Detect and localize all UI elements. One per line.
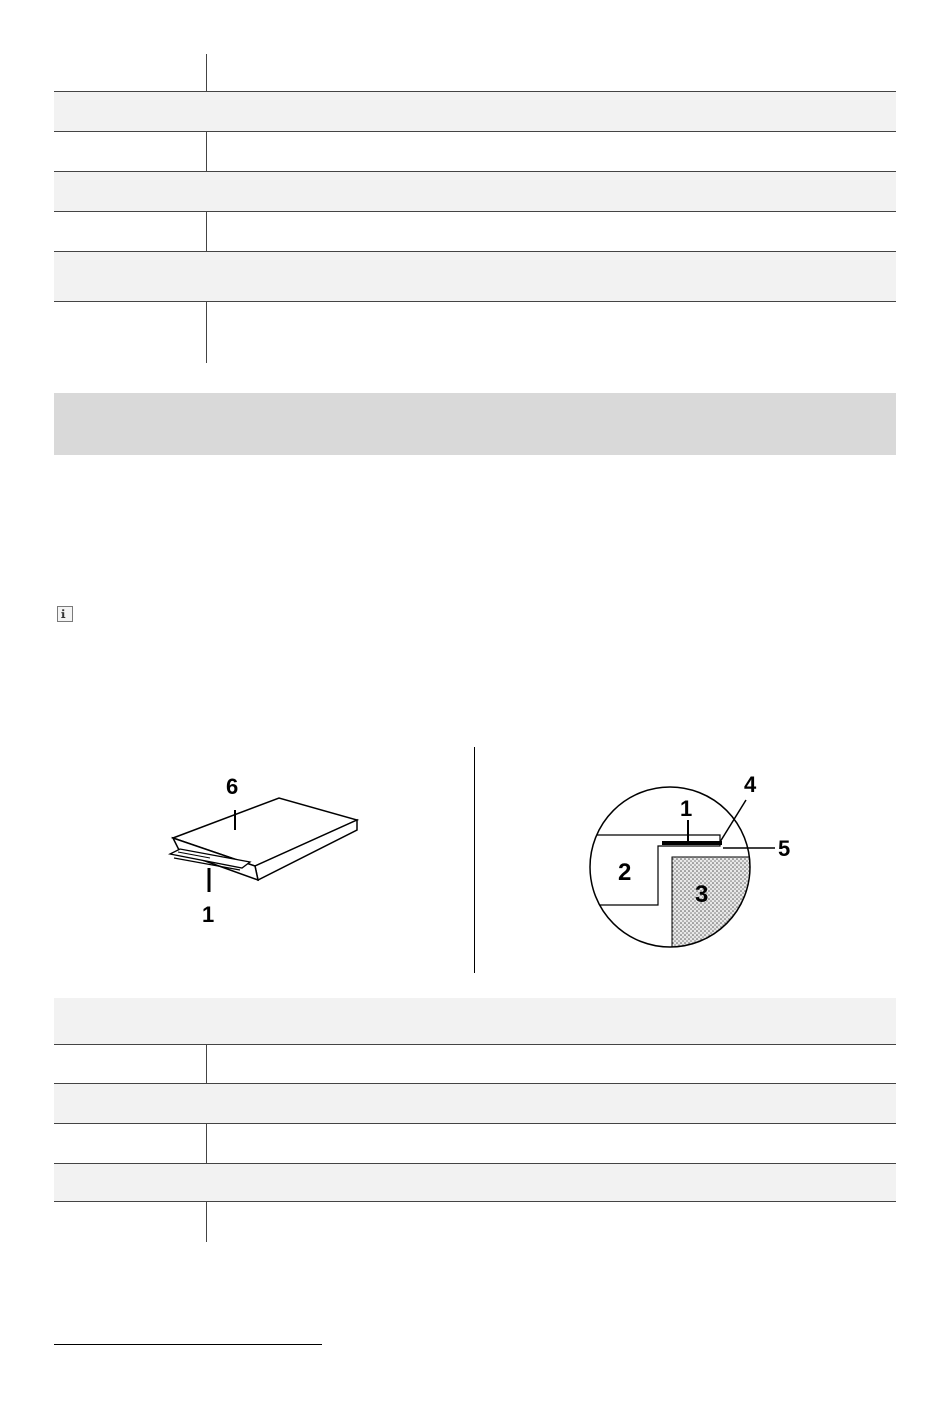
table-cell — [208, 998, 896, 1044]
info-icon — [57, 606, 73, 622]
table-cell — [54, 172, 206, 211]
table-cell — [54, 132, 206, 171]
table-row — [54, 132, 896, 172]
callout-1: 1 — [680, 796, 693, 821]
table-cell — [208, 132, 896, 171]
table-row — [54, 172, 896, 212]
table-row — [54, 1124, 896, 1164]
table-cell — [54, 998, 206, 1044]
table-cell — [208, 54, 896, 91]
table-cell — [208, 1084, 896, 1123]
figure-right — [580, 770, 830, 960]
table-row — [54, 1045, 896, 1084]
table-cell — [54, 212, 206, 251]
bottom-table — [54, 998, 896, 1242]
table-row — [54, 252, 896, 302]
section-heading — [54, 393, 896, 455]
table-cell — [54, 252, 206, 301]
table-cell — [54, 92, 206, 131]
table-row — [54, 302, 896, 363]
table-header-row — [54, 998, 896, 1045]
footnote-rule — [54, 1344, 322, 1345]
table-cell — [54, 1045, 206, 1083]
table-row — [54, 92, 896, 132]
table-cell — [54, 1202, 206, 1242]
part-3 — [672, 857, 762, 960]
callout-1: 1 — [202, 902, 215, 927]
table-cell — [54, 1124, 206, 1163]
table-cell — [208, 212, 896, 251]
callout-4: 4 — [744, 772, 757, 797]
table-cell — [208, 302, 896, 363]
table-cell — [208, 252, 896, 301]
table-cell — [208, 1202, 896, 1242]
table-row — [54, 212, 896, 252]
table-cell — [208, 1045, 896, 1083]
table-row — [54, 1084, 896, 1124]
table-cell — [54, 1164, 206, 1201]
part-1 — [662, 841, 722, 845]
callout-2: 2 — [618, 859, 632, 886]
table-cell — [54, 1084, 206, 1123]
table-cell — [208, 92, 896, 131]
callout-5: 5 — [778, 836, 791, 861]
table-row — [54, 1164, 896, 1202]
table-cell — [208, 1124, 896, 1163]
table-cell — [54, 54, 206, 91]
figure-divider — [474, 747, 475, 973]
figure-left — [150, 760, 380, 940]
table-cell — [54, 302, 206, 363]
table-cell — [208, 1164, 896, 1201]
table-cell — [208, 172, 896, 211]
top-table — [54, 54, 896, 363]
table-header-row — [54, 54, 896, 92]
callout-3: 3 — [695, 881, 709, 908]
callout-6: 6 — [226, 774, 239, 799]
table-row — [54, 1202, 896, 1242]
